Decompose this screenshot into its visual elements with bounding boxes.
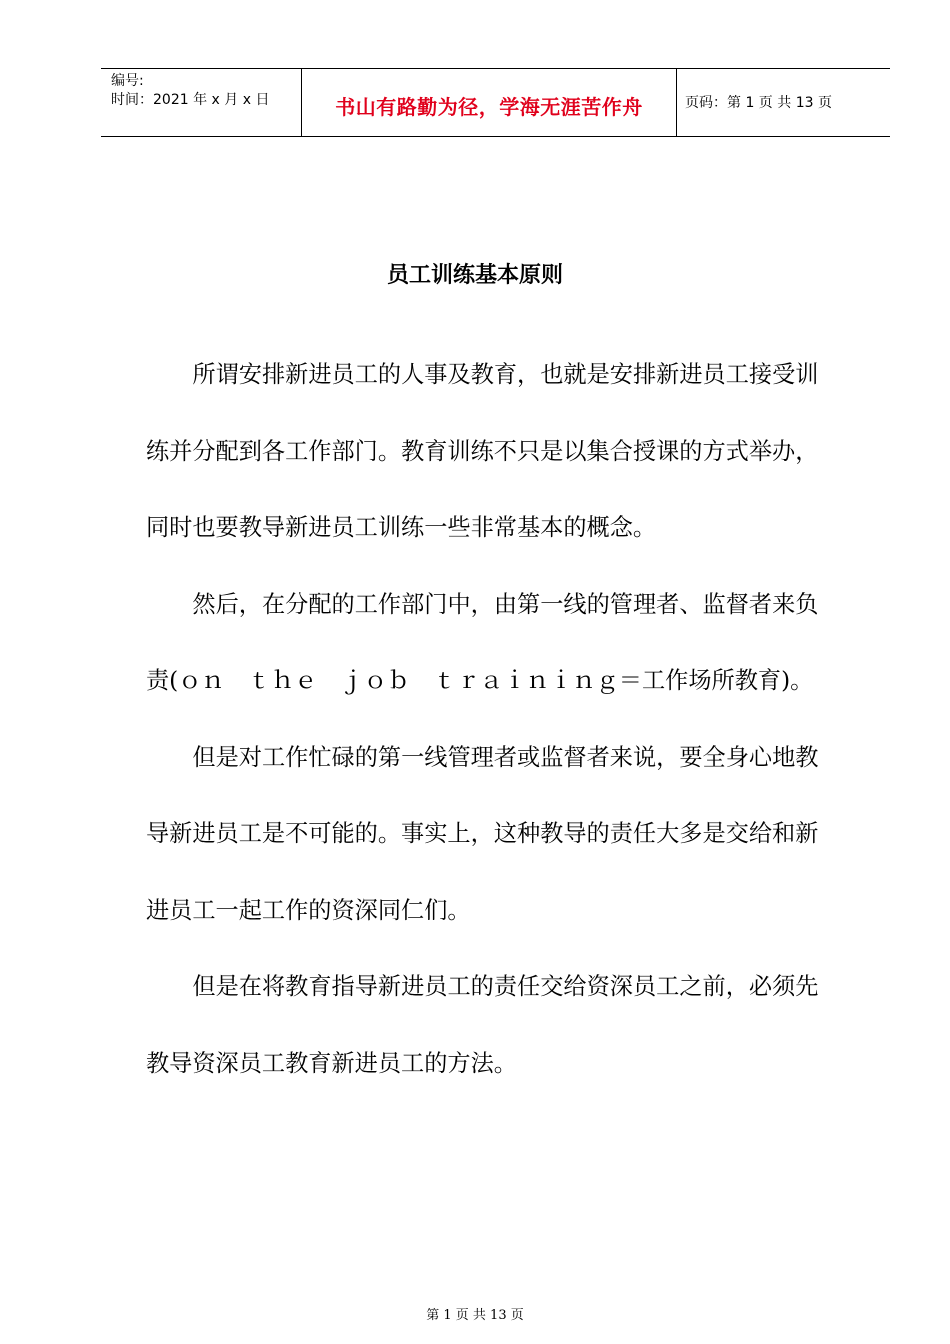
time-label: 时间：2021 年 x 月 x 日 [111,92,270,108]
paragraph: 但是在将教育指导新进员工的责任交给资深员工之前，必须先教导资深员工教育新进员工的方法。 [146,973,819,1077]
header-motto-cell [302,69,677,136]
serial-number-label: 编号: [111,73,144,89]
paragraph: 然后，在分配的工作部门中，由第一线的管理者、监督者来负责(ｏｎ ｔｈｅ ｊｏｂ ｔｒａｉｎｉｎｇ＝工作场所教育)。 [146,590,819,694]
paragraph: 但是对工作忙碌的第一线管理者或监督者来说，要全身心地教导新进员工是不可能的。事实上，这种教导的责任大多是交给和新进员工一起工作的资深同仁们。 [146,743,819,924]
page-footer: 第 1 页 共 13 页 [426,1308,524,1323]
header-meta-cell [101,69,302,136]
document-header [101,68,890,137]
header-motto: 书山有路勤为径，学海无涯苦作舟 [335,95,643,119]
header-page-info: 页码：第 1 页 共 13 页 [685,95,832,111]
document-body [146,337,836,1102]
paragraph: 所谓安排新进员工的人事及教育，也就是安排新进员工接受训练并分配到各工作部门。教育训练不只是以集合授课的方式举办，同时也要教导新进员工训练一些非常基本的概念。 [146,361,819,541]
document-title: 员工训练基本原则 [386,263,563,288]
header-page-cell [677,69,890,136]
